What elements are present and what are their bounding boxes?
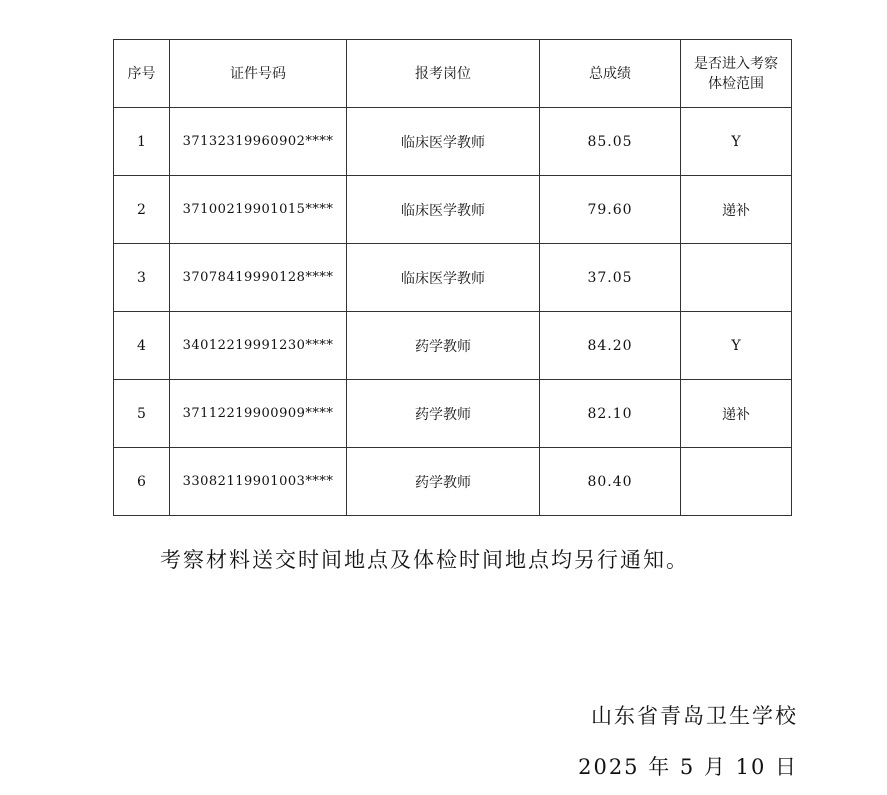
issue-date: 2025 年 5 月 10 日	[578, 755, 798, 779]
cell-id-number: 37100219901015****	[170, 176, 347, 244]
school-name: 山东省青岛卫生学校	[591, 704, 798, 728]
header-seq: 序号	[114, 40, 170, 108]
cell-seq: 4	[114, 312, 170, 380]
cell-position: 药学教师	[347, 380, 540, 448]
cell-seq: 3	[114, 244, 170, 312]
table-row	[114, 108, 792, 176]
table-header-row	[114, 40, 792, 108]
table-row	[114, 448, 792, 516]
notice-text: 考察材料送交时间地点及体检时间地点均另行通知。	[160, 548, 689, 572]
cell-position: 临床医学教师	[347, 108, 540, 176]
cell-id-number: 37112219900909****	[170, 380, 347, 448]
header-total-score: 总成绩	[540, 40, 681, 108]
table-row	[114, 380, 792, 448]
cell-exam-scope	[681, 244, 792, 312]
cell-total-score: 82.10	[540, 380, 681, 448]
results-table	[113, 39, 792, 516]
cell-id-number: 37132319960902****	[170, 108, 347, 176]
cell-position: 临床医学教师	[347, 176, 540, 244]
cell-exam-scope: 递补	[681, 380, 792, 448]
table-row	[114, 244, 792, 312]
cell-id-number: 37078419990128****	[170, 244, 347, 312]
cell-exam-scope: Y	[681, 312, 792, 380]
cell-total-score: 80.40	[540, 448, 681, 516]
table-row	[114, 176, 792, 244]
cell-id-number: 34012219991230****	[170, 312, 347, 380]
signature-block	[578, 700, 798, 781]
cell-total-score: 84.20	[540, 312, 681, 380]
cell-exam-scope: 递补	[681, 176, 792, 244]
cell-total-score: 85.05	[540, 108, 681, 176]
table-row	[114, 312, 792, 380]
header-exam-scope-label: 是否进入考察体检范围	[694, 55, 778, 92]
cell-total-score: 37.05	[540, 244, 681, 312]
cell-total-score: 79.60	[540, 176, 681, 244]
cell-position: 药学教师	[347, 312, 540, 380]
cell-position: 药学教师	[347, 448, 540, 516]
header-exam-scope	[681, 40, 792, 108]
cell-exam-scope	[681, 448, 792, 516]
header-id-number: 证件号码	[170, 40, 347, 108]
cell-position: 临床医学教师	[347, 244, 540, 312]
cell-seq: 2	[114, 176, 170, 244]
header-position: 报考岗位	[347, 40, 540, 108]
cell-seq: 6	[114, 448, 170, 516]
cell-seq: 5	[114, 380, 170, 448]
cell-exam-scope: Y	[681, 108, 792, 176]
cell-seq: 1	[114, 108, 170, 176]
cell-id-number: 33082119901003****	[170, 448, 347, 516]
